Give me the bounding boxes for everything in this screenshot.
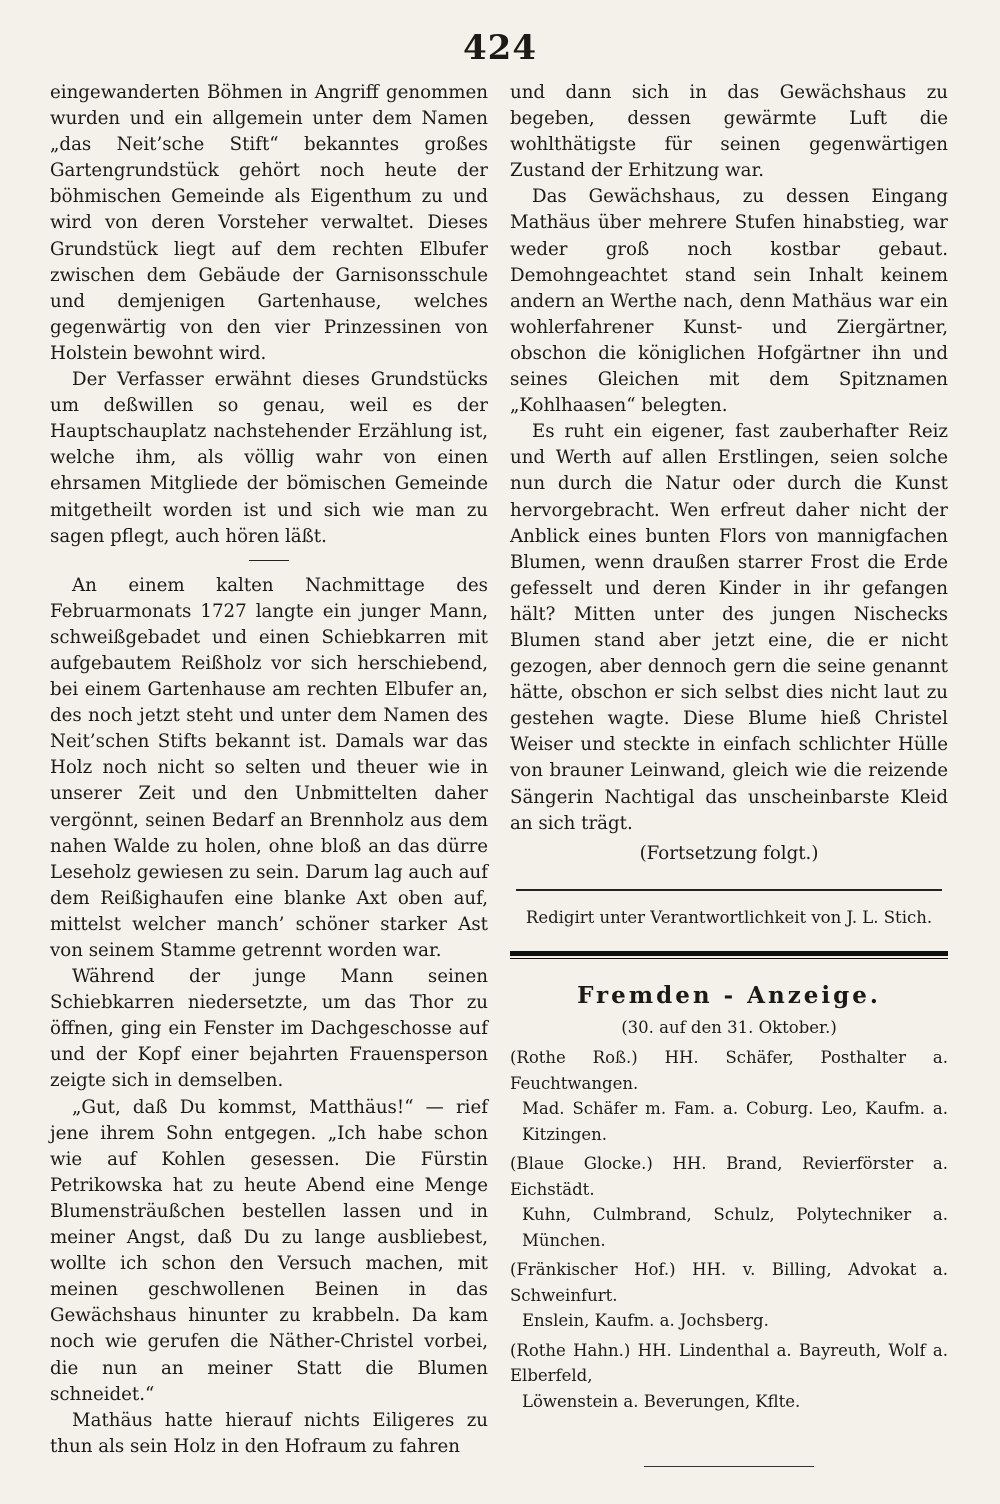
right-column <box>510 80 948 1467</box>
guest-entry-head: (Blaue Glocke.) HH. Brand, Revierförster a. Eichstädt. <box>510 1154 948 1199</box>
guest-entry <box>510 1151 948 1253</box>
paragraph: An einem kalten Nachmittage des Februarmonats 1727 langte ein junger Mann, schweißgebadet und einen Schiebkarren mit aufgebautem Reißholz vor sich herschiebend, bei einem Gartenhause am rechten Elbufer an, des noch jetzt steht und unter dem Namen des Neit’schen Stifts bekannt ist. Damals war das Holz noch nicht so selten und theuer wie in unserer Zeit und den Unbmittelten daher vergönnt, seinen Bedarf an Brennholz aus dem nahen Walde zu holen, ohne bloß an das dürre Leseholz gewiesen zu sein. Darum lag auch auf dem Reißighaufen eine blanke Axt oben auf, mittelst welcher manch’ schöner starker Ast von seinem Stamme getrennt worden war. <box>50 574 488 961</box>
guest-entry-head: (Rothe Hahn.) HH. Lindenthal a. Bayreuth, Wolf a. Elberfeld, <box>510 1340 948 1386</box>
thick-divider <box>510 951 948 956</box>
end-rule <box>644 1466 814 1467</box>
divider-rule <box>516 889 942 891</box>
guest-entry <box>510 1338 948 1415</box>
guest-entry <box>510 1045 948 1147</box>
guest-entry-head: (Fränkischer Hof.) HH. v. Billing, Advokat a. Schweinfurt. <box>510 1260 948 1305</box>
paragraph: Der Verfasser erwähnt dieses Grundstücks um deßwillen so genau, weil es der Hauptschauplatz nachstehender Erzählung ist, welche ihm, als völlig wahr von einen ehrsamen Mitgliede der bömischen Gemeinde mitgetheilt worden ist und sich wie man zu sagen pflegt, auch hören läßt. <box>50 369 488 547</box>
paragraph: Das Gewächshaus, zu dessen Eingang Mathäus über mehrere Stufen hinabstieg, war weder groß noch kostbar gebaut. Demohngeachtet stand sein Inhalt keinem andern an Werthe nach, denn Mathäus war ein wohlerfahrener Kunst- und Ziergärtner, obschon die königlichen Hofgärtner ihn und seines Gleichen mit dem Spitznamen „Kohlhaasen“ belegten. <box>510 186 948 417</box>
section-divider <box>249 560 289 561</box>
paragraph: Während der junge Mann seinen Schiebkarren niedersetzte, um das Thor zu öffnen, ging ein Fenster im Dachgeschosse auf und der Kopf einer bejahrten Frauensperson zeigte sich in demselben. <box>50 966 488 1092</box>
guest-entry-tail: Mad. Schäfer m. Fam. a. Coburg. Leo, Kaufm. a. Kitzingen. <box>522 1099 948 1144</box>
editor-note: Redigirt unter Verantwortlichkeit von J. L. Stich. <box>525 907 933 927</box>
paragraph: „Gut, daß Du kommst, Matthäus!“ — rief jene ihrem Sohn entgegen. „Ich habe schon wie auf Kohlen gesessen. Die Fürstin Petrikowska hat zu heute Abend eine Menge Blumensträußchen bestellen lassen und in meiner Angst, daß Du zu lange ausbliebest, wollte ich schon den Versuch machen, mit meinen geschwollenen Beinen in das Gewächshaus hinunter zu krabbeln. Da kam noch wie gerufen die Näther-Christel vorbei, die nun an meiner Statt die Blumen schneidet.“ <box>50 1096 488 1405</box>
section-title: Fremden - Anzeige. <box>577 981 881 1009</box>
guest-entry-tail: Enslein, Kaufm. a. Jochsberg. <box>522 1311 769 1331</box>
section-date: (30. auf den 31. Oktober.) <box>621 1018 837 1037</box>
left-column <box>50 80 488 1460</box>
guest-entry-tail: Löwenstein a. Beverungen, Kflte. <box>522 1391 801 1411</box>
thin-divider <box>510 958 948 959</box>
paragraph: und dann sich in das Gewächshaus zu begeben, dessen gewärmte Luft die wohlthätigste für seinen gegenwärtigen Zustand der Erhitzung war. <box>510 82 948 182</box>
paragraph: Es ruht ein eigener, fast zauberhafter Reiz und Werth auf allen Erstlingen, seien solche nun durch die Natur oder durch die Kunst hervorgebracht. Wen erfreut daher nicht der Anblick eines bunten Flors von mannigfachen Blumen, wenn draußen starrer Frost die Erde gefesselt und deren Kinder in ihr gefangen hält? Mitten unter des jungen Nischecks Blumen stand aber jetzt eine, die er nicht gezogen, aber dennoch gern die seine genannt hätte, obschon er sich selbst dies nicht laut zu gestehen wagte. Diese Blume hieß Christel Weiser und steckte in einfach schlichter Hülle von brauner Leinwand, gleich wie die reizende Sängerin Nachtigal das unscheinbarste Kleid an sich trägt. <box>510 421 948 834</box>
guest-entry-tail: Kuhn, Culmbrand, Schulz, Polytechniker a. München. <box>522 1205 948 1250</box>
guest-entry <box>510 1257 948 1334</box>
paragraph: Mathäus hatte hierauf nichts Eiligeres zu thun als sein Holz in den Hofraum zu fahren <box>50 1409 488 1457</box>
paragraph: eingewanderten Böhmen in Angriff genommen wurden und ein allgemein unter dem Namen „das Neit’sche Stift“ bekanntes großes Gartengrundstück gehört noch heute der böhmischen Gemeinde als Eigenthum zu und wird von deren Vorsteher verwaltet. Dieses Grundstück liegt auf dem rechten Elbufer zwischen dem Gebäude der Garnisonsschule und demjenigen Gartenhause, welches gegenwärtig von den vier Prinzessinen von Holstein bewohnt wird. <box>50 82 488 364</box>
continued-note: (Fortsetzung folgt.) <box>639 842 819 864</box>
guest-entry-head: (Rothe Roß.) HH. Schäfer, Posthalter a. Feuchtwangen. <box>510 1048 948 1093</box>
page-number: 424 <box>463 28 537 68</box>
